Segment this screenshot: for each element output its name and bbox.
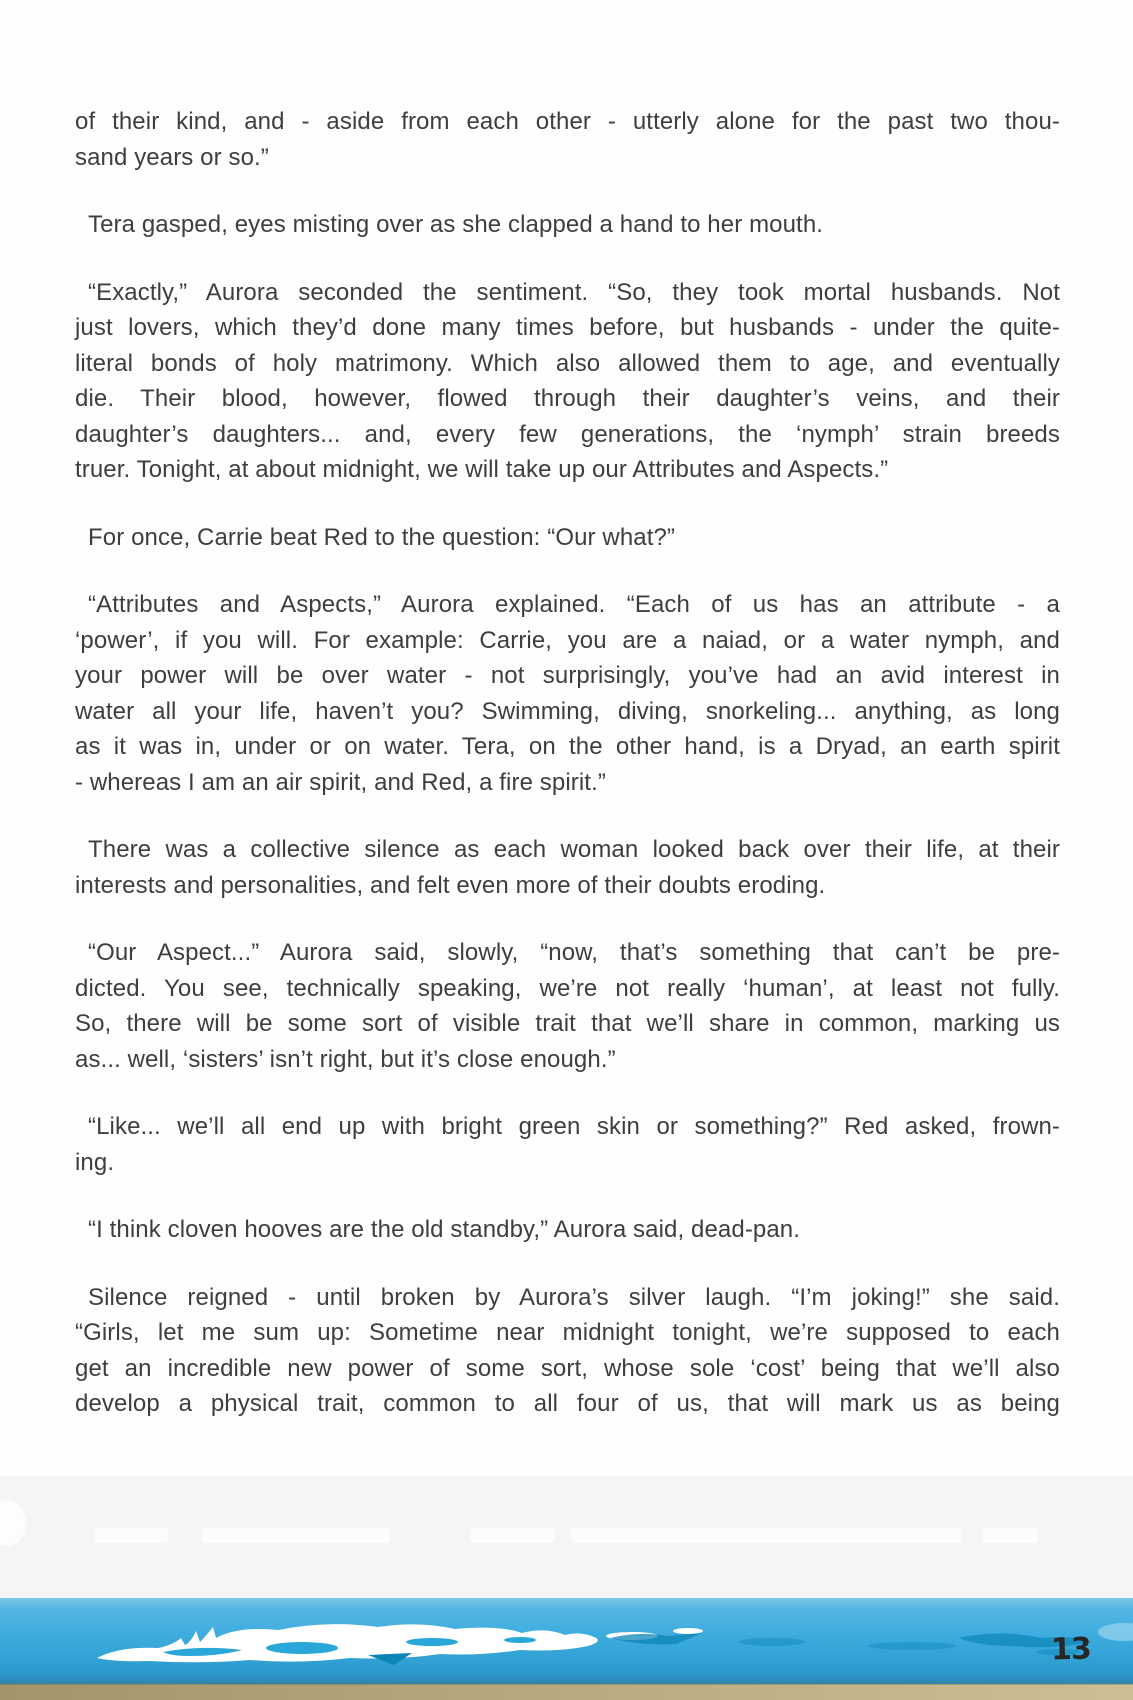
paragraph <box>75 1280 1060 1422</box>
text-line: For once, Carrie beat Red to the question: “Our what?” <box>88 523 676 551</box>
cloud-streak <box>983 1528 1038 1543</box>
water-illustration <box>0 1598 1133 1684</box>
paragraph <box>75 832 1060 903</box>
body-text <box>75 104 1060 1454</box>
text-line: “Attributes and Aspects,” Aurora explained. “Each of us has an attribute - a <box>88 591 1060 618</box>
text-line: - whereas I am an air spirit, and Red, a fire spirit.” <box>75 768 606 796</box>
text-line: ‘power’, if you will. For example: Carrie, you are a naiad, or a water nymph, and <box>75 626 1060 654</box>
text-line: of their kind, and - aside from each other - utterly alone for the past two thou- <box>75 108 1060 135</box>
text-line: dicted. You see, technically speaking, we’re not really ‘human’, at least not fully. <box>75 974 1060 1002</box>
text-line: your power will be over water - not surprisingly, you’ve had an avid interest in <box>75 662 1060 689</box>
paragraph <box>75 587 1060 800</box>
paragraph <box>75 1109 1060 1180</box>
text-line: “Our Aspect...” Aurora said, slowly, “now, that’s something that can’t be pre- <box>88 939 1060 966</box>
text-line: Silence reigned - until broken by Aurora’s silver laugh. “I’m joking!” she said. <box>88 1283 1060 1311</box>
text-line: truer. Tonight, at about midnight, we will take up our Attributes and Aspects.” <box>75 456 889 483</box>
sky-band <box>0 1476 1133 1598</box>
paragraph <box>75 1212 1060 1248</box>
page-number: 13 <box>1050 1631 1092 1668</box>
text-line: as it was in, under or on water. Tera, on the other hand, is a Dryad, an earth spirit <box>75 733 1060 760</box>
paragraph <box>75 104 1060 175</box>
paragraph <box>75 275 1060 488</box>
cloud-streak <box>95 1528 168 1543</box>
text-line: There was a collective silence as each woman looked back over their life, at their <box>88 836 1060 863</box>
paragraph <box>75 207 1060 243</box>
text-line: So, there will be some sort of visible trait that we’ll share in common, marking us <box>75 1010 1060 1037</box>
text-line: daughter’s daughters... and, every few generations, the ‘nymph’ strain breeds <box>75 420 1060 448</box>
text-line: develop a physical trait, common to all four of us, that will mark us as being <box>75 1390 1060 1417</box>
cloud-streak <box>202 1528 390 1543</box>
sand-band <box>0 1684 1133 1700</box>
text-line: water all your life, haven’t you? Swimming, diving, snorkeling... anything, as long <box>75 697 1060 725</box>
cloud-streak <box>470 1528 555 1543</box>
text-line: Tera gasped, eyes misting over as she clapped a hand to her mouth. <box>88 211 824 238</box>
text-line: “Like... we’ll all end up with bright green skin or something?” Red asked, frown- <box>88 1113 1060 1140</box>
text-line: as... well, ‘sisters’ isn’t right, but it’s close enough.” <box>75 1045 616 1073</box>
text-line: “Exactly,” Aurora seconded the sentiment. “So, they took mortal husbands. Not <box>88 278 1060 306</box>
text-line: just lovers, which they’d done many times before, but husbands - under the quite- <box>75 314 1060 341</box>
text-line: sand years or so.” <box>75 143 269 171</box>
text-line: ing. <box>75 1148 115 1176</box>
text-line: “I think cloven hooves are the old standby,” Aurora said, dead-pan. <box>88 1216 801 1243</box>
paragraph <box>75 520 1060 556</box>
cloud-streak <box>571 1528 961 1543</box>
text-line: interests and personalities, and felt even more of their doubts eroding. <box>75 871 826 899</box>
cloud-blob <box>0 1500 26 1546</box>
sea-band <box>0 1598 1133 1684</box>
wave-highlight <box>1098 1623 1133 1641</box>
text-line: die. Their blood, however, flowed through their daughter’s veins, and their <box>75 385 1060 412</box>
paragraph <box>75 935 1060 1077</box>
wave-streaks <box>610 1633 1092 1655</box>
text-line: “Girls, let me sum up: Sometime near midnight tonight, we’re supposed to each <box>75 1319 1060 1346</box>
text-line: get an incredible new power of some sort, whose sole ‘cost’ being that we’ll also <box>75 1354 1060 1382</box>
text-line: literal bonds of holy matrimony. Which also allowed them to age, and eventually <box>75 349 1060 377</box>
foam-shadow <box>368 1653 412 1665</box>
